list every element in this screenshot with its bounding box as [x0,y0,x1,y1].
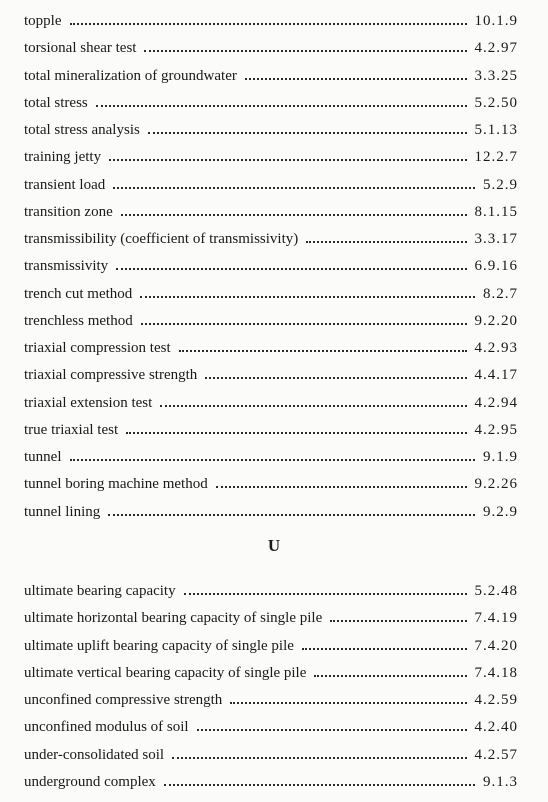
dot-leader [141,323,467,325]
index-entry [24,687,518,714]
dot-leader [160,405,466,407]
dot-leader [70,459,476,461]
index-reference: 9.1.9 [483,449,518,465]
index-entry [24,499,518,526]
dot-leader [184,593,467,595]
index-reference: 12.2.7 [474,149,518,166]
index-term: under-consolidated soil [24,746,165,763]
index-term: unconfined modulus of soil [24,719,189,736]
index-term: transition zone [24,203,113,220]
index-term: torsional shear test [24,40,137,57]
index-reference: 4.2.95 [474,421,518,438]
index-term: tunnel lining [24,503,101,520]
index-entry [24,335,518,362]
index-reference: 5.2.48 [474,583,518,599]
index-reference: 7.4.18 [474,664,518,681]
dot-leader [109,159,466,161]
index-entry [24,769,518,796]
dot-leader [144,50,466,52]
index-entry [24,578,518,605]
index-term: ultimate uplift bearing capacity of single pile [24,637,294,654]
index-entry [24,35,518,62]
index-entry [24,281,518,308]
index-reference: 3.3.25 [474,67,518,84]
index-term: topple [24,13,62,29]
index-reference: 8.1.15 [474,203,518,220]
section-heading-u: U [267,536,281,555]
index-term: tunnel [24,449,62,465]
index-entry [24,117,518,144]
index-list-t [24,8,518,526]
dot-leader [126,432,466,434]
dot-leader [108,514,475,516]
index-list-u [24,578,518,796]
dot-leader [306,241,466,243]
index-reference: 5.1.13 [474,122,518,138]
index-term: total stress [24,94,88,111]
index-term: triaxial extension test [24,394,153,411]
index-entry [24,714,518,741]
index-entry [24,8,518,35]
index-reference: 9.2.20 [474,312,518,329]
index-entry [24,199,518,226]
dot-leader [245,78,467,80]
index-entry [24,444,518,471]
index-entry [24,660,518,687]
index-reference: 10.1.9 [474,13,518,29]
dot-leader [197,729,467,731]
index-entry [24,471,518,498]
index-term: unconfined compressive strength [24,692,223,708]
index-reference: 9.1.3 [483,773,518,790]
index-entry [24,253,518,280]
index-term: transient load [24,176,106,193]
dot-leader [230,702,466,704]
dot-leader [179,350,467,352]
index-reference: 9.2.26 [474,476,518,493]
index-reference: 7.4.20 [474,637,518,654]
dot-leader [216,486,467,488]
dot-leader [96,105,467,107]
index-entry [24,417,518,444]
index-reference: 8.2.7 [483,285,518,302]
index-reference: 4.2.97 [474,40,518,57]
dot-leader [113,187,475,189]
index-reference: 4.2.59 [474,692,518,708]
index-term: triaxial compression test [24,340,171,356]
index-entry [24,633,518,660]
index-entry [24,308,518,335]
index-term: total mineralization of groundwater [24,67,237,84]
index-reference: 4.2.40 [474,719,518,736]
dot-leader [70,23,467,25]
index-term: tunnel boring machine method [24,476,208,493]
index-entry [24,390,518,417]
dot-leader [140,296,475,298]
dot-leader [148,132,467,134]
dot-leader [314,675,466,677]
dot-leader [172,757,466,759]
index-reference: 4.2.57 [474,746,518,763]
index-term: ultimate bearing capacity [24,583,176,599]
index-term: triaxial compressive strength [24,367,198,384]
dot-leader [205,377,466,379]
dot-leader [121,214,467,216]
index-term: total stress analysis [24,122,140,138]
index-reference: 5.2.9 [483,176,518,193]
index-entry [24,362,518,389]
index-reference: 9.2.9 [483,503,518,520]
index-reference: 4.2.93 [474,340,518,356]
index-entry [24,226,518,253]
dot-leader [302,648,467,650]
index-reference: 5.2.50 [474,94,518,111]
index-term: true triaxial test [24,421,119,438]
index-term: underground complex [24,773,156,790]
index-entry [24,742,518,769]
index-reference: 4.4.17 [474,367,518,384]
index-reference: 6.9.16 [474,258,518,275]
dot-leader [164,784,475,786]
index-term: trench cut method [24,285,133,302]
index-entry [24,172,518,199]
index-term: training jetty [24,149,102,166]
index-entry [24,144,518,171]
index-term: transmissibility (coefficient of transmissivity) [24,231,299,247]
index-term: transmissivity [24,258,109,275]
index-term: ultimate vertical bearing capacity of single pile [24,664,307,681]
index-reference: 7.4.19 [474,610,518,627]
index-reference: 4.2.94 [474,394,518,411]
index-term: trenchless method [24,312,133,329]
index-entry [24,90,518,117]
index-entry [24,605,518,632]
index-term: ultimate horizontal bearing capacity of single pile [24,610,323,627]
index-entry [24,63,518,90]
dot-leader [116,268,466,270]
index-reference: 3.3.17 [474,231,518,247]
dot-leader [330,620,466,622]
